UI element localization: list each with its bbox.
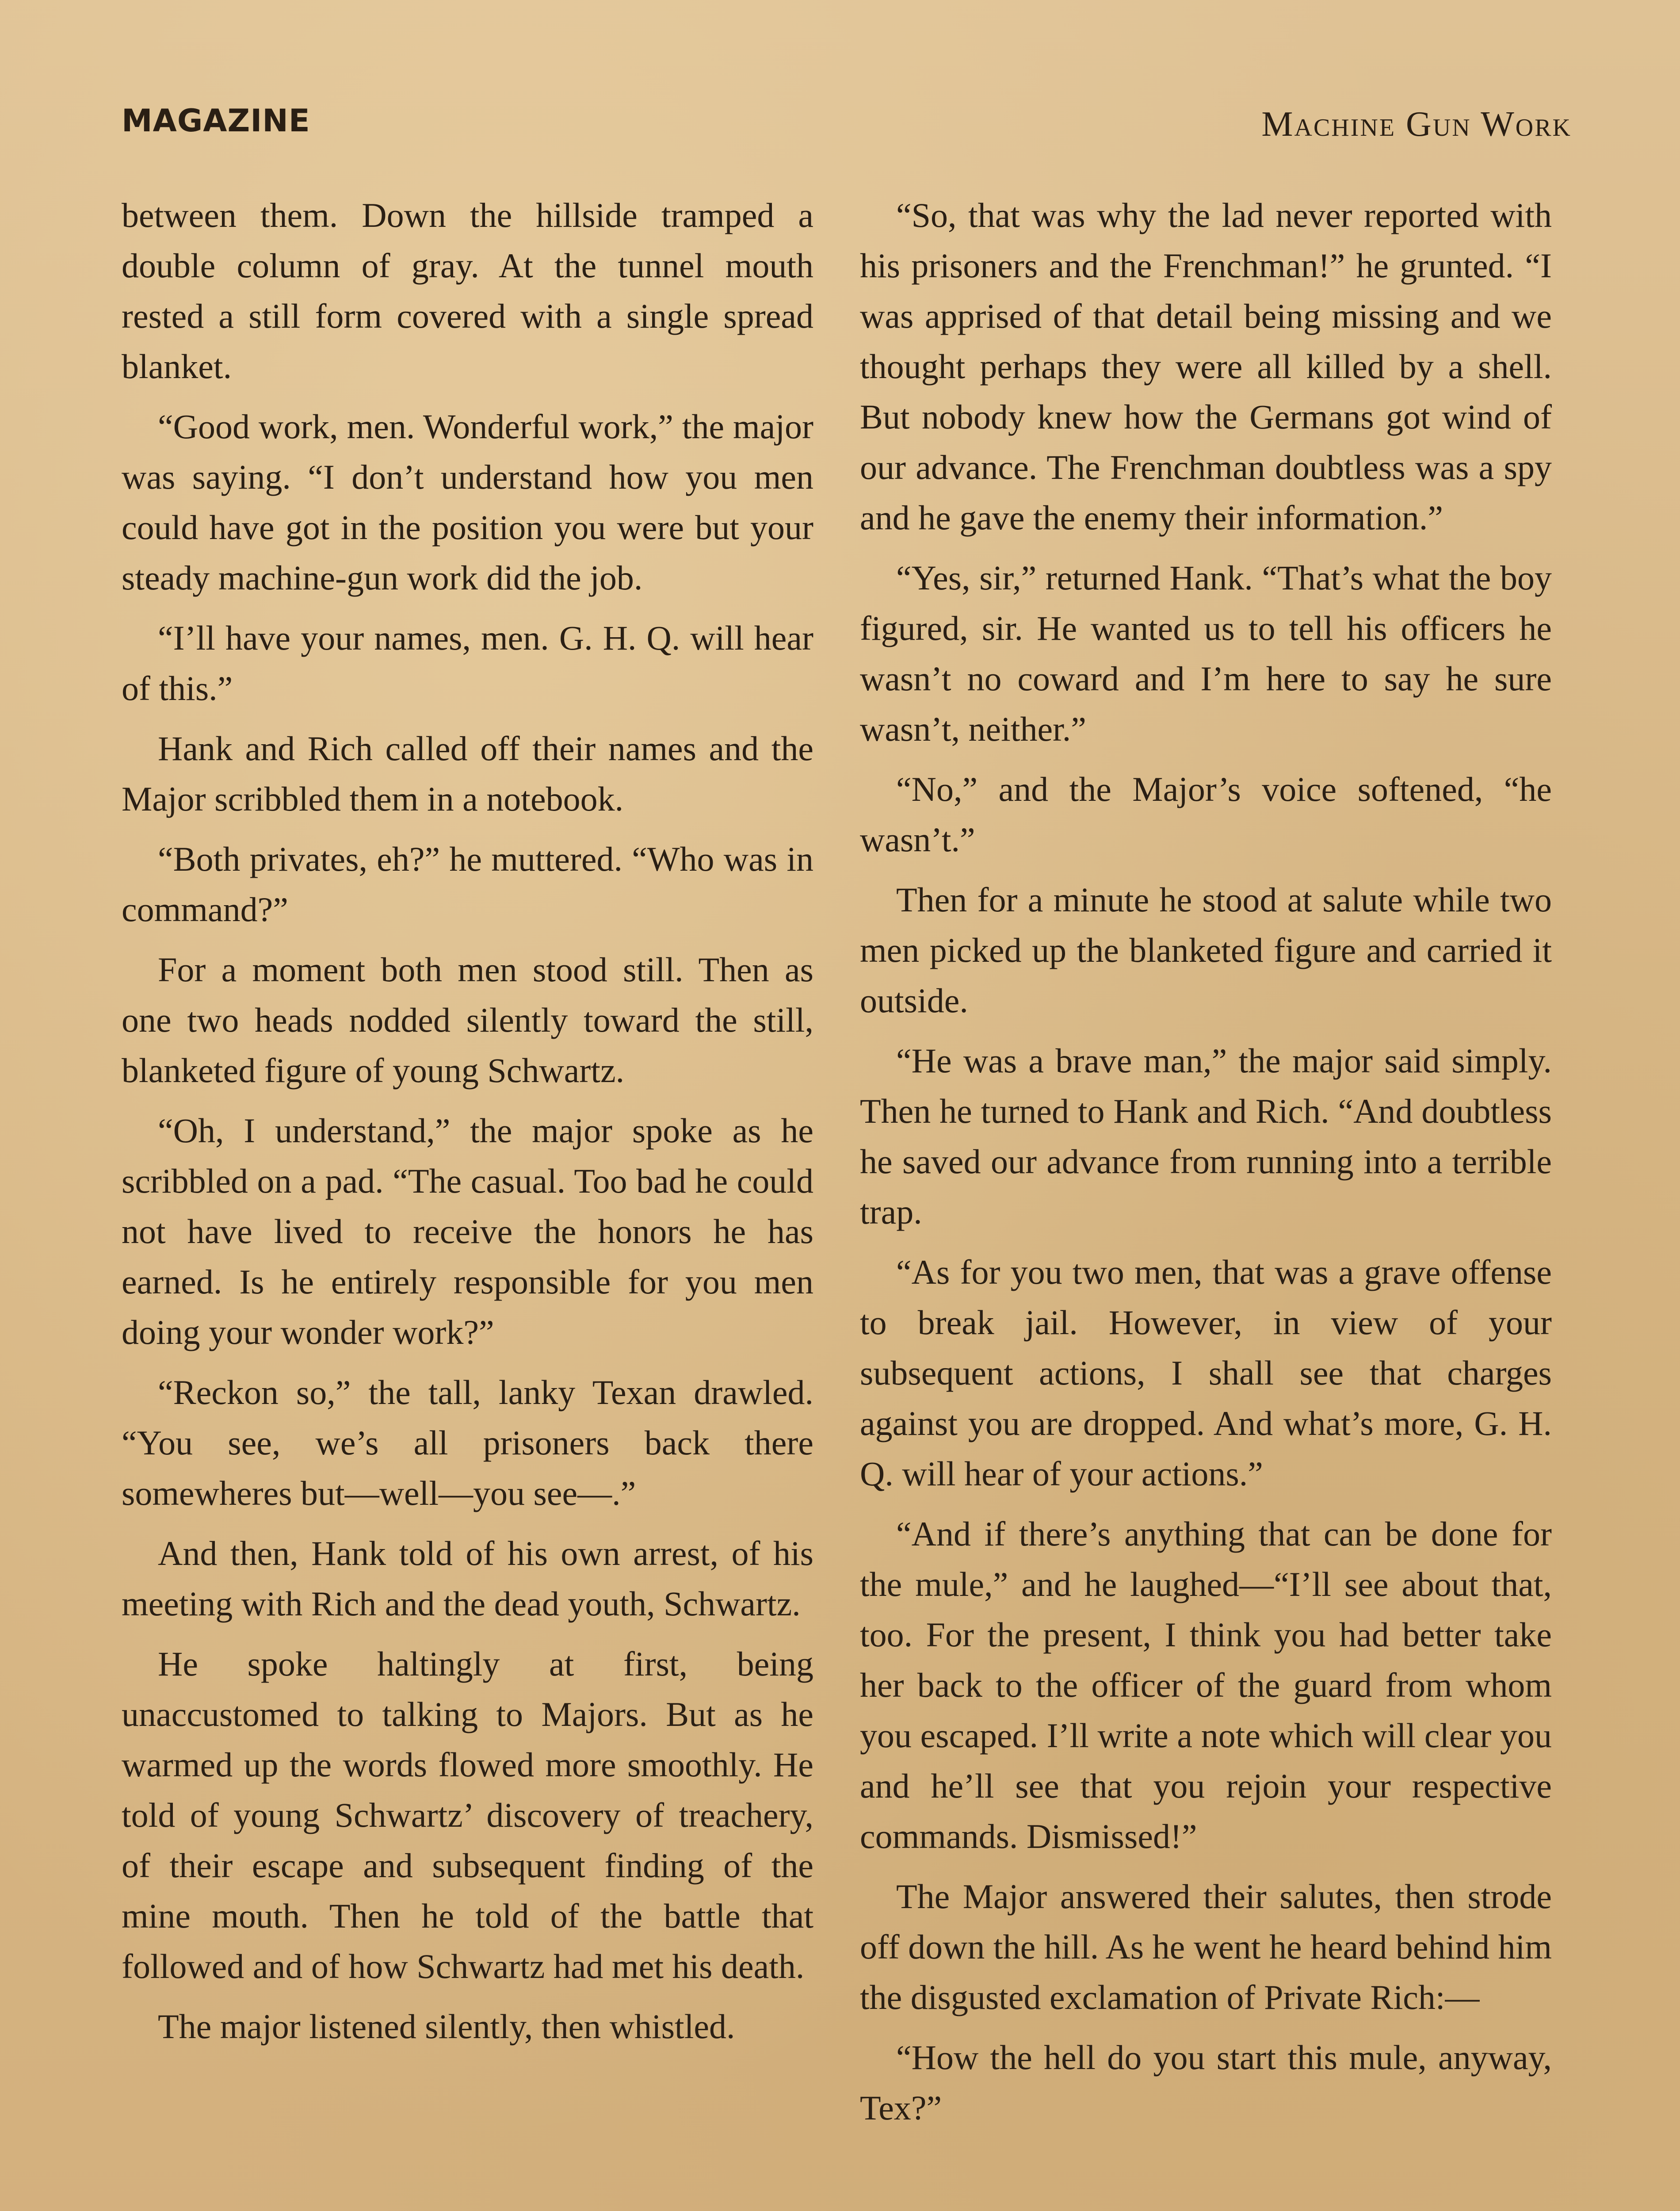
right-column xyxy=(860,190,1552,2143)
left-column xyxy=(122,190,813,2062)
paragraph: “And if there’s anything that can be done for the mule,” and he laughed—“I’ll see about that, too. For the present, I think you had better take her back to the officer of the guard from whom you escaped. I’ll write a note which will clear you and he’ll see that you rejoin your respective commands. Dismissed!” xyxy=(860,1515,1552,1855)
paragraph: Then for a minute he stood at salute while two men picked up the blanketed figure and carried it outside. xyxy=(860,880,1552,1020)
paragraph: “No,” and the Major’s voice softened, “he wasn’t.” xyxy=(860,770,1552,859)
paragraph: “I’ll have your names, men. G. H. Q. will hear of this.” xyxy=(122,619,813,708)
paragraph: “Both privates, eh?” he muttered. “Who was in command?” xyxy=(122,840,813,929)
header-magazine: MAGAZINE xyxy=(122,103,310,139)
header-story-title: Machine Gun Work xyxy=(1261,105,1572,144)
paragraph: “How the hell do you start this mule, anyway, Tex?” xyxy=(860,2038,1552,2127)
paragraph: The major listened silently, then whistled. xyxy=(158,2007,735,2046)
paragraph: “Yes, sir,” returned Hank. “That’s what the boy figured, sir. He wanted us to tell his officers he wasn’t no coward and I’m here to say he sure wasn’t, neither.” xyxy=(860,558,1552,748)
paragraph: The Major answered their salutes, then strode off down the hill. As he went he heard behind him the disgusted exclamation of Private Rich:— xyxy=(860,1877,1552,2016)
paragraph: “So, that was why the lad never reported with his prisoners and the Frenchman!” he grunted. “I was apprised of that detail being missing and we thought perhaps they were all killed by a shell. But nobody knew how the Germans got wind of our advance. The Frenchman doubtless was a spy and he gave the enemy their information.” xyxy=(860,196,1552,537)
paragraph: For a moment both men stood still. Then as one two heads nodded silently toward the still, blanketed figure of young Schwartz. xyxy=(122,950,813,1090)
paragraph: “Oh, I understand,” the major spoke as he scribbled on a pad. “The casual. Too bad he could not have lived to receive the honors he has earned. Is he entirely responsible for you men doing your wonder work?” xyxy=(122,1111,813,1351)
paragraph: And then, Hank told of his own arrest, of his meeting with Rich and the dead youth, Schwartz. xyxy=(122,1534,813,1623)
paragraph: Hank and Rich called off their names and the Major scribbled them in a notebook. xyxy=(122,729,813,818)
paragraph: “Good work, men. Wonderful work,” the major was saying. “I don’t understand how you men could have got in the position you were but your steady machine-gun work did the job. xyxy=(122,407,813,597)
paragraph: “As for you two men, that was a grave offense to break jail. However, in view of your subsequent actions, I shall see that charges against you are dropped. And what’s more, G. H. Q. will hear of your actions.” xyxy=(860,1253,1552,1493)
paragraph: between them. Down the hillside tramped a double column of gray. At the tunnel mouth rested a still form covered with a single spread blanket. xyxy=(122,196,813,386)
paragraph: He spoke haltingly at first, being unaccustomed to talking to Majors. But as he warmed up the words flowed more smoothly. He told of young Schwartz’ discovery of treachery, of their escape and subsequent finding of the mine mouth. Then he told of the battle that followed and of how Schwartz had met his death. xyxy=(122,1645,813,1985)
paragraph: “He was a brave man,” the major said simply. Then he turned to Hank and Rich. “And doubtless he saved our advance from running into a terrible trap. xyxy=(860,1041,1552,1231)
paragraph: “Reckon so,” the tall, lanky Texan drawled. “You see, we’s all prisoners back there somewheres but—well—you see—.” xyxy=(122,1373,813,1512)
